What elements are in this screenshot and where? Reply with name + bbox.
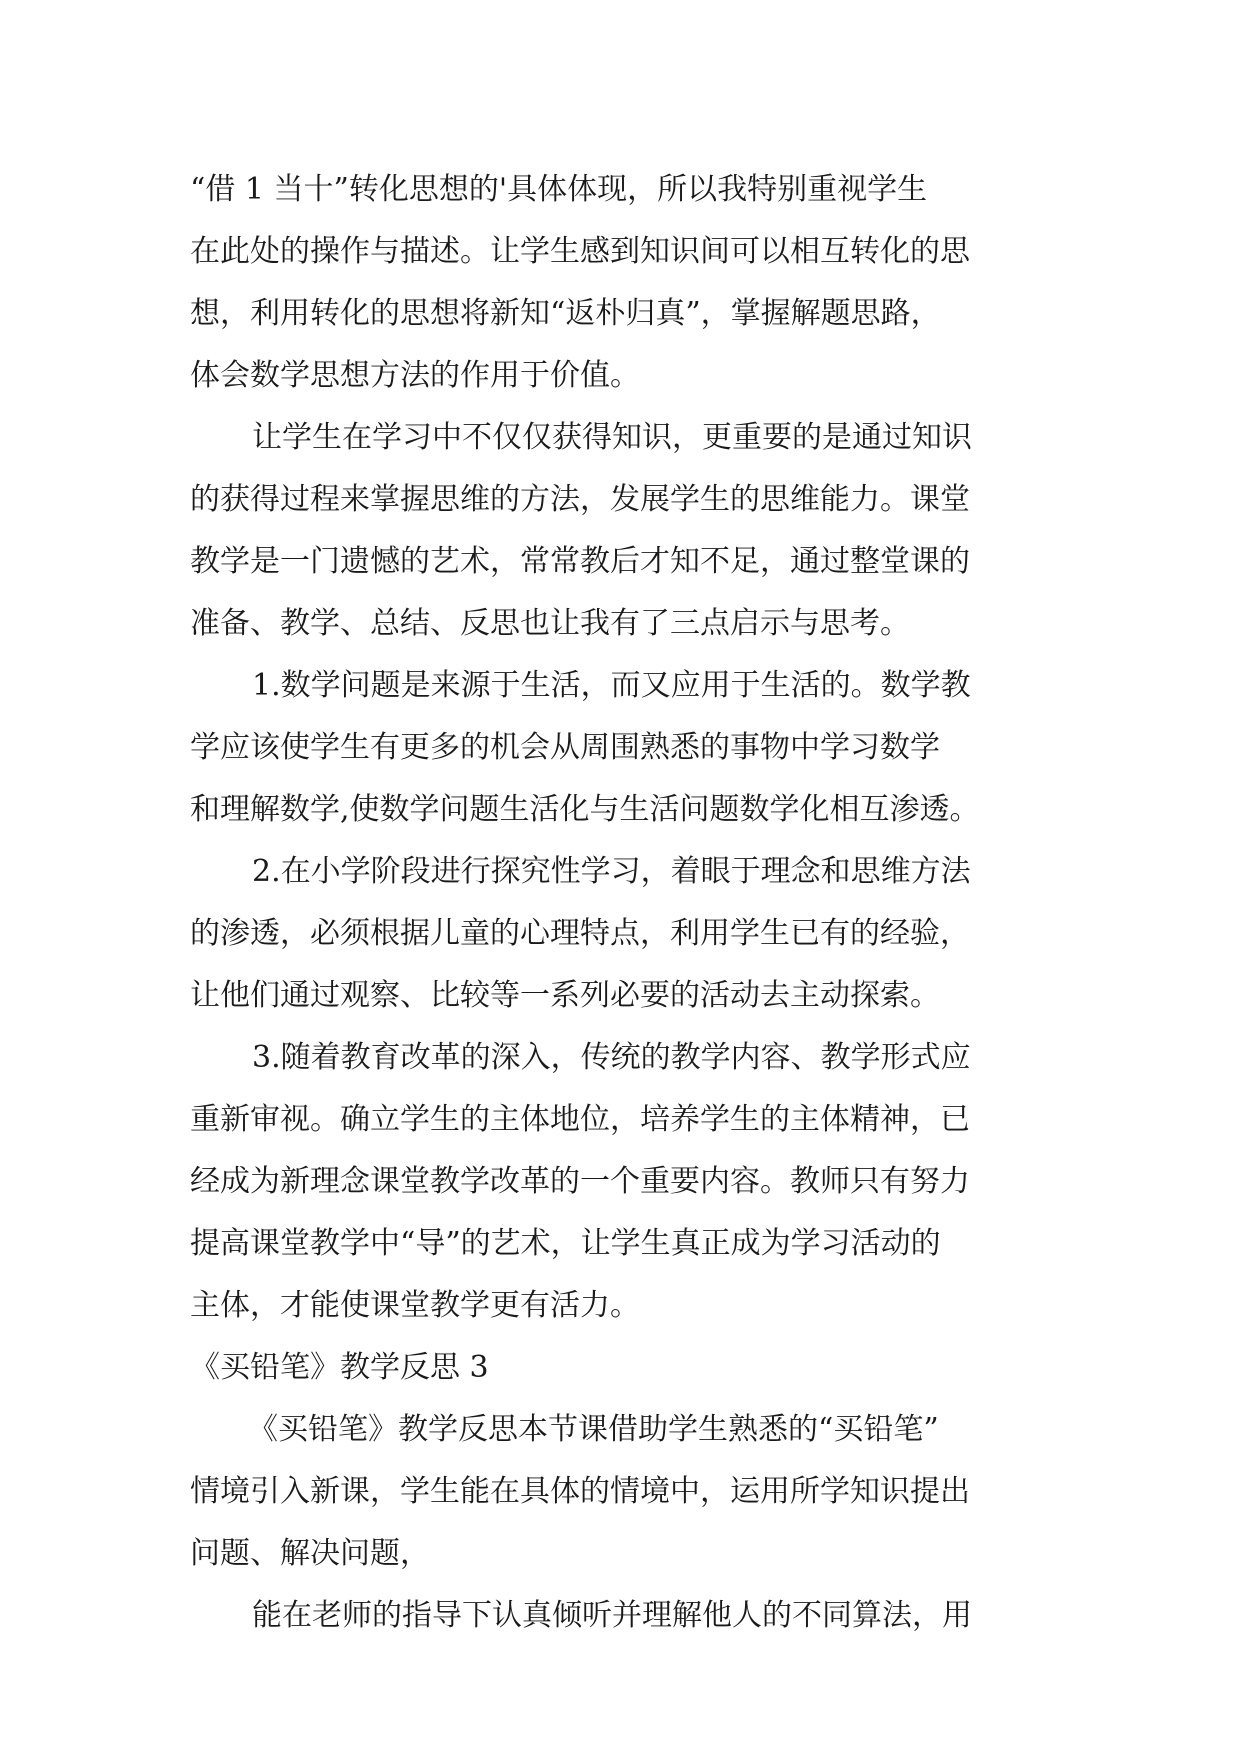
list-item-2-start: 2.在小学阶段进行探究性学习，着眼于理念和思维方法 (252, 854, 971, 889)
document-body (190, 159, 1060, 1647)
text-line: 教学是一门遗憾的艺术，常常教后才知不足，通过整堂课的 (190, 544, 970, 579)
text-line: 和理解数学,使数学问题生活化与生活问题数学化相互渗透。 (190, 792, 980, 827)
text-line: 让他们通过观察、比较等一系列必要的活动去主动探索。 (190, 978, 940, 1013)
text-line: 在此处的操作与描述。让学生感到知识间可以相互转化的思 (190, 234, 970, 269)
list-item-3-start: 3.随着教育改革的深入，传统的教学内容、教学形式应 (252, 1040, 971, 1075)
list-item-1-start: 1.数学问题是来源于生活，而又应用于生活的。数学教 (252, 668, 971, 703)
text-line: 的获得过程来掌握思维的方法，发展学生的思维能力。课堂 (190, 482, 970, 517)
text-line: 问题、解决问题， (190, 1536, 430, 1571)
text-line: 情境引入新课，学生能在具体的情境中，运用所学知识提出 (190, 1474, 970, 1509)
paragraph-start-line: 《买铅笔》教学反思本节课借助学生熟悉的“买铅笔” (248, 1412, 939, 1447)
text-line: 主体，才能使课堂教学更有活力。 (190, 1288, 640, 1323)
text-line: “借 1 当十”转化思想的'具体体现，所以我特别重视学生 (190, 172, 928, 207)
text-line: 的渗透，必须根据儿童的心理特点，利用学生已有的经验， (190, 916, 970, 951)
text-line: 提高课堂教学中“导”的艺术，让学生真正成为学习活动的 (190, 1226, 941, 1261)
section-heading: 《买铅笔》教学反思 3 (190, 1350, 489, 1385)
text-line: 准备、教学、总结、反思也让我有了三点启示与思考。 (190, 606, 910, 641)
text-line: 想，利用转化的思想将新知“返朴归真”，掌握解题思路， (190, 296, 941, 331)
text-line: 经成为新理念课堂教学改革的一个重要内容。教师只有努力 (190, 1164, 970, 1199)
paragraph-start-line: 让学生在学习中不仅仅获得知识，更重要的是通过知识 (252, 420, 972, 455)
text-line: 重新审视。确立学生的主体地位，培养学生的主体精神，已 (190, 1102, 970, 1137)
text-line: 体会数学思想方法的作用于价值。 (190, 358, 640, 393)
paragraph-start-line: 能在老师的指导下认真倾听并理解他人的不同算法，用 (252, 1598, 972, 1633)
text-line: 学应该使学生有更多的机会从周围熟悉的事物中学习数学 (190, 730, 940, 765)
